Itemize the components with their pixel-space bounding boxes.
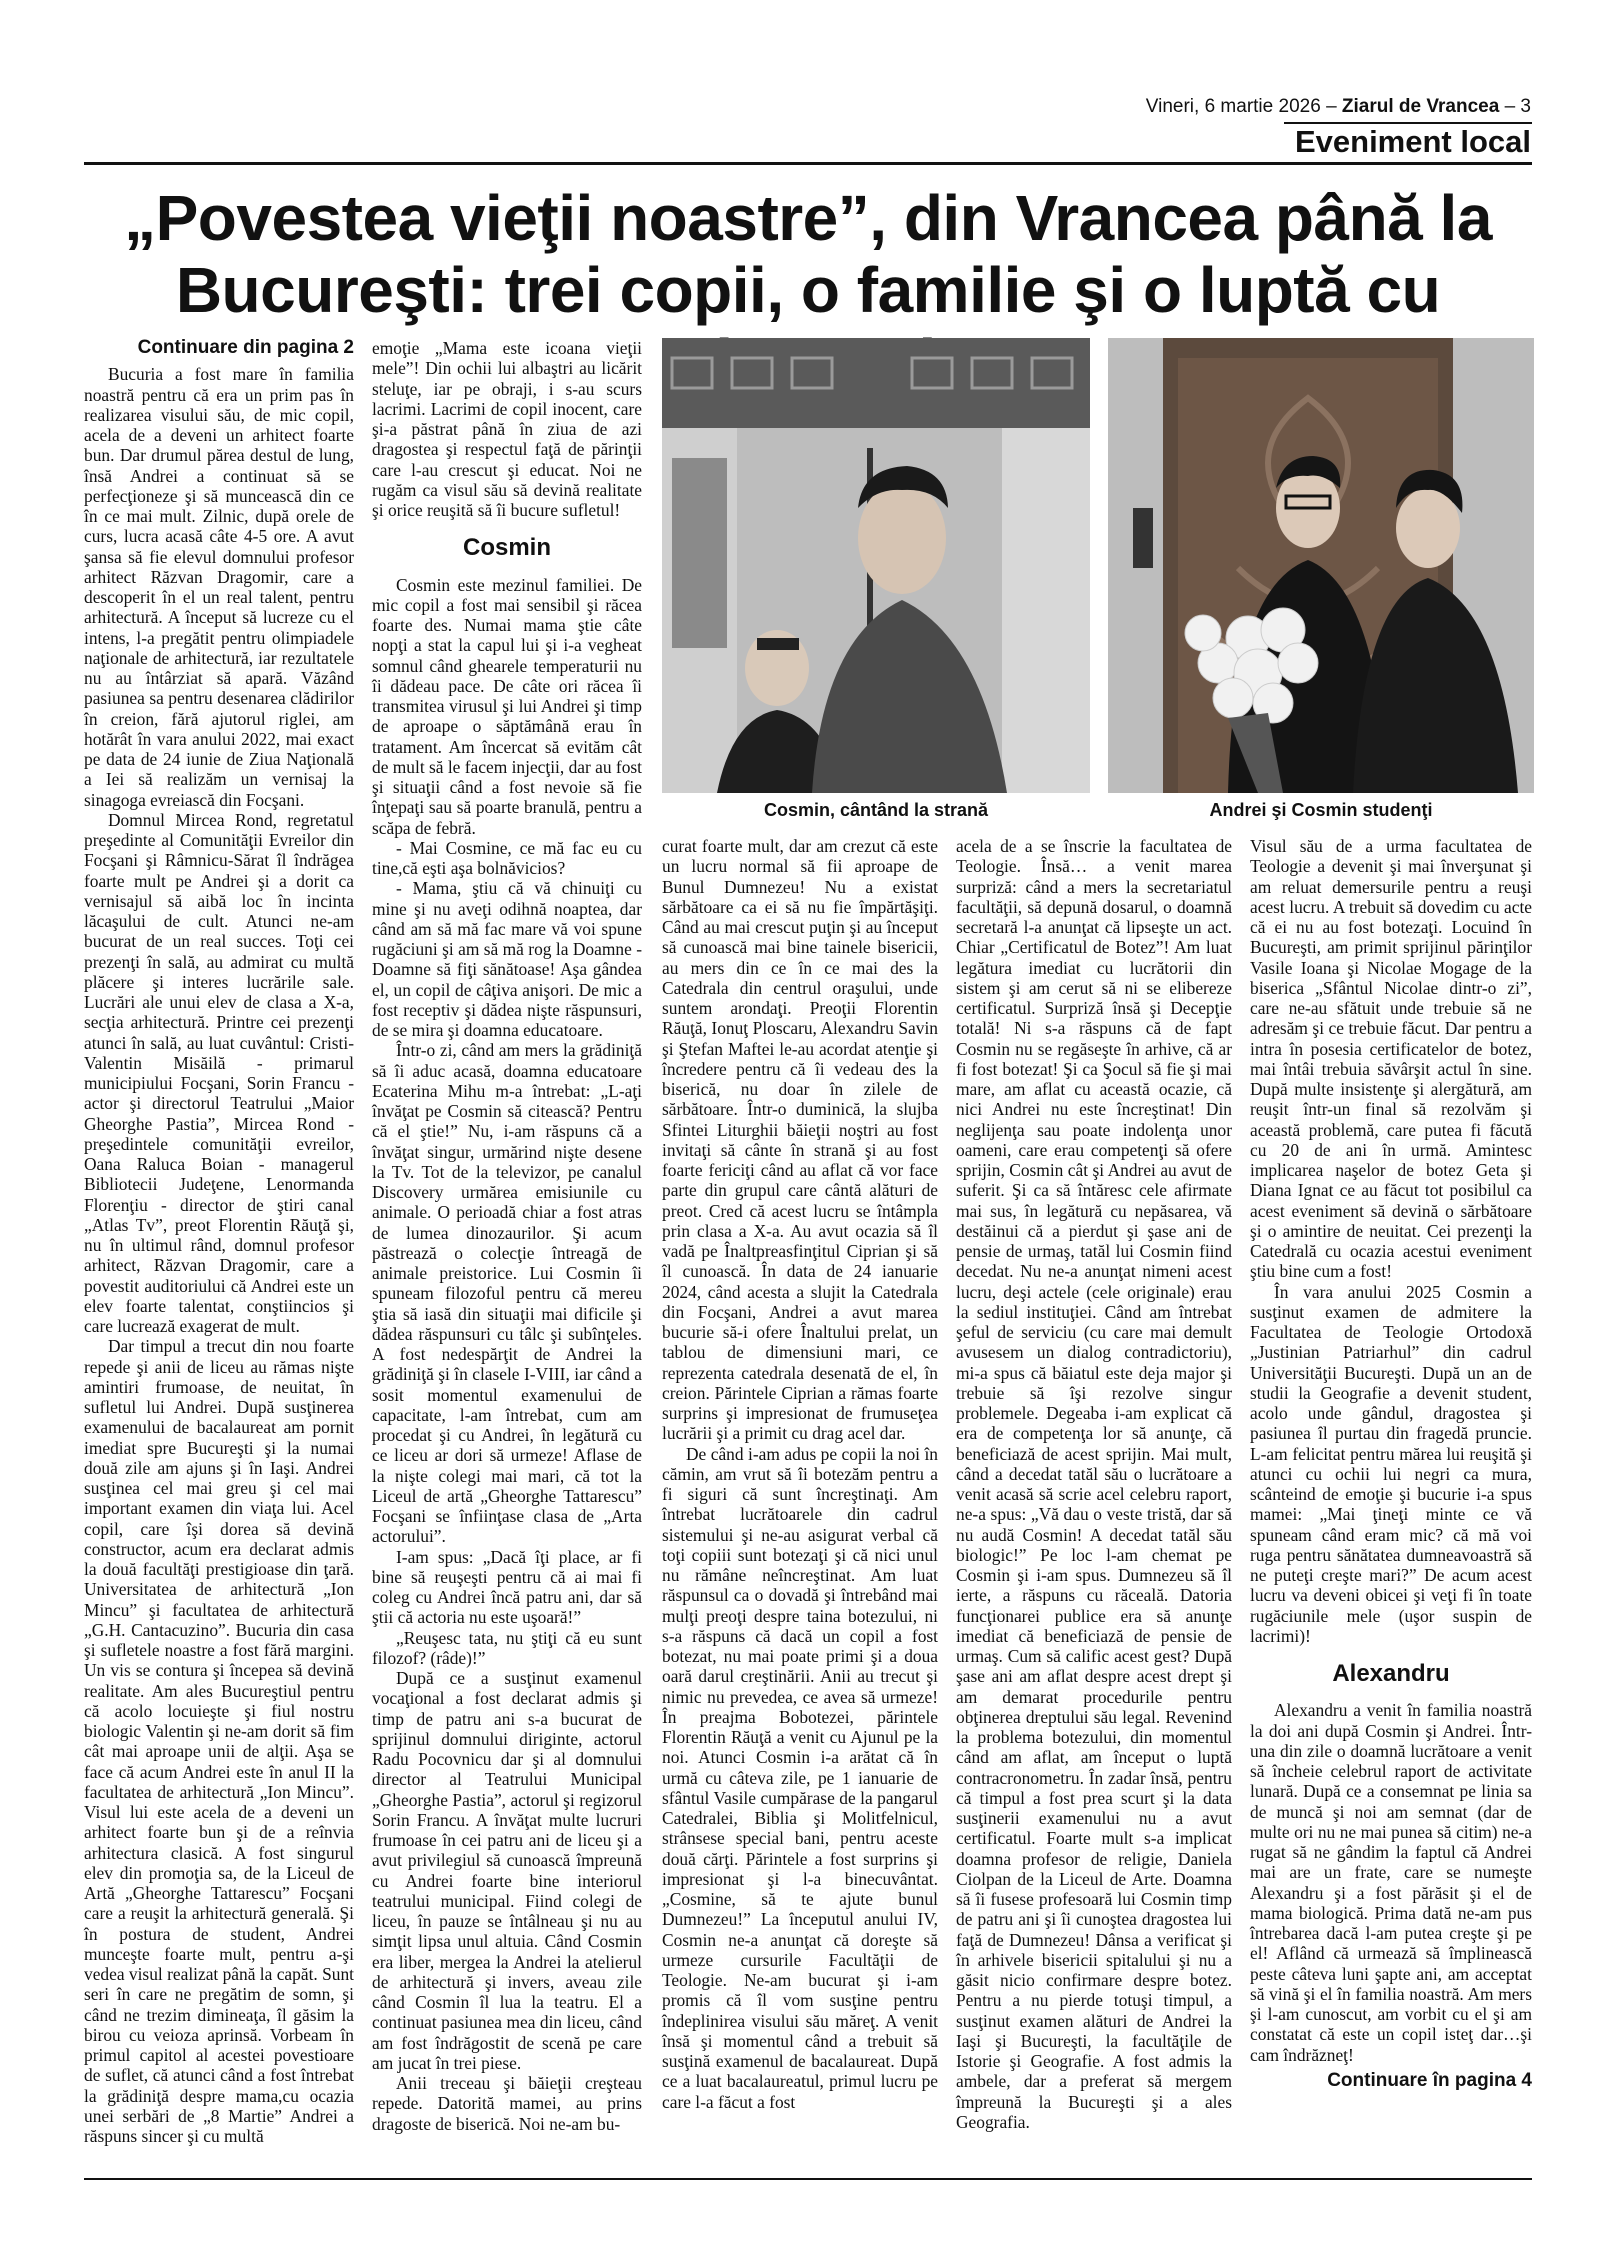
- section-rule: [84, 162, 1532, 165]
- column-3: [662, 836, 938, 2112]
- paragraph: I-am spus: „Dacă îţi place, ar fi bine să reuşeşti pentru că ai mai fi coleg cu Andrei încă patru ani, dar să ştii că actoria nu este uşoară!”: [372, 1546, 642, 1628]
- photo-cosmin-strana-image: [662, 338, 1090, 793]
- paragraph: Alexandru a venit în familia noastră la doi ani după Cosmin şi Andrei. Într-una din zile o doamnă lucrătoare a venit să încheie celebrul raport de activitate lunară. După ce a consemnat pe linia sa de muncă şi noi am semnat (dar de multe ori nu ne mai punea să citim) ne-a rugat să ne gândim la faptul că Andrei mai are un frate, care se numeşte Alexandru şi a fost părăsit şi el de mama biologică. Prima dată ne-am pus întrebarea dacă l-am putea creşte şi pe el! Aflând că urmează să împlinească peste câteva luni şapte ani, am acceptat să vină şi el în familia noastră. Am mers şi l-am cunoscut, am vorbit cu el şi am constatat că este un copil isteţ dar…şi cam îndrăzneţ!: [1250, 1700, 1532, 2065]
- bottom-rule: [84, 2178, 1532, 2180]
- newspaper-name: Ziarul de Vrancea: [1341, 96, 1500, 117]
- subheading-alexandru: Alexandru: [1332, 1660, 1450, 1687]
- subheading-cosmin: Cosmin: [462, 534, 551, 562]
- paragraph: - Mai Cosmine, ce mă fac eu cu tine,că eşti aşa bolnăvicios?: [372, 837, 642, 878]
- column-5: [1250, 836, 1532, 2091]
- paragraph: După ce a susţinut examenul vocaţional a fost declarat admis şi timp de patru ani s-a bucurat de sprijinul domnului diriginte, actorul Radu Pocovnicu dar şi al domnului director al Teatrului Municipal „Gheorghe Pastia”, actorul şi regizorul Sorin Francu. A învăţat multe lucruri frumoase în cei patru ani de liceu şi a avut privilegiul să cunoască împreună cu Andrei foarte bine interiorul teatrului municipal. Fiind colegi de liceu, în pauze se întâlneau şi nu au simţit lipsa unul altuia. Când Cosmin era liber, mergea la Andrei la atelierul de arhitectură şi invers, aveau zile când Cosmin îl lua la teatru. El a continuat pasiunea mea din liceu, când am fost îndrăgostit de scenă pe care am jucat în trei piese.: [372, 1668, 642, 2073]
- page-header: Vineri, 6 martie 2026 – Ziarul de Vrancea – 3: [1145, 96, 1531, 117]
- section-title: Eveniment local: [1294, 124, 1531, 159]
- paragraph: Visul său de a urma facultatea de Teologie a devenit şi mai înverşunat şi am reluat demersurile pentru a reuşi acest lucru. A trebuit să dovedim cu acte că ei nu au fost botezaţi. Locuind în Bucureşti, am primit sprijinul părinţilor Vasile Ioana şi Nicolae Mogage de la biserica „Sfântul Nicolae dintr-o zi”, care ne-au sfătuit unde trebuie să ne adresăm şi ce trebuie făcut. Dar pentru a intra în posesia certificatelor de botez, mai întâi trebuia săvârşit actul în sine. După multe insistenţe şi alergătură, am reuşit într-un final să rezolvăm şi această problemă, care putea fi făcută cu 20 de ani în urmă. Amintesc implicarea naşelor de botez Geta şi Diana Ignat ce au făcut tot posibilul ca acest eveniment să devină o sărbătoare şi o amintire de neuitat. Cei prezenţi la Catedrală cu ocazia acestui eveniment ştiu bine cum a fost!: [1250, 836, 1532, 1282]
- continued-to: Continuare în pagina 4: [1327, 2069, 1532, 2091]
- paragraph: emoţie „Mama este icoana vieţii mele”! Din ochii lui albaştri au licărit steluţe, iar pe obraji, i s-au scurs lacrimi. Lacrimi de copil inocent, care şi-a păstrat până în ziua de azi dragostea şi respectul faţă de părinţii care l-au crescut şi educat. Noi ne rugăm ca visul său să devină realitate şi orice reuşită să îi bucure sufletul!: [372, 338, 642, 520]
- headline-line-1: „Povestea vieţii noastre”, din Vrancea până la: [124, 182, 1492, 254]
- paragraph: acela de a se înscrie la facultatea de Teologie. Însă… a venit marea surpriză: când a mers la secretariatul facultăţii, să depună dosarul, o doamnă secretară l-a anunţat că lipseşte un act. Chiar „Certificatul de Botez”! Am luat legătura imediat cu lucrătorii din sistem şi am cerut să ni se elibereze certificatul. Surpriză însă şi Decepţie totală! Ni s-a răspuns că de fapt Cosmin nu se regăseşte în arhive, că ar fi fost botezat! Şi ca Şocul să fie şi mai mare, am aflat cu această ocazie, că nici Andrei nu este încreştinat! Din neglijenţa sau poate indolenţa unor oameni, care erau competenţi să ofere sprijin, Cosmin cât şi Andrei au avut de suferit. Şi ca să întăresc cele afirmate mai sus, în legătură cu nepăsarea, vă destăinui că a pierdut şi şase ani de pensie de urmaş, tatăl lui Cosmin fiind decedat. Nu ne-a anunţat nimeni acest lucru, deşi actele (cele originale) erau la sediul instituţiei. Când am întrebat şeful de serviciu (cu care mai demult avusesem un dialog contradictoriu), mi-a spus că băiatul este deja major şi trebuie să îşi rezolve singur problemele. Degeaba i-am explicat că era de competenţa lor să anunţe, că beneficiază de acest sprijin. Mai mult, când a decedat tatăl său o lucrătoare a venit acasă să scrie acel celebru raport, ne-a spus: „Vă dau o veste tristă, dar să nu audă Cosmin! A decedat tatăl său biologic!” Pe loc l-am chemat pe Cosmin şi i-am spus. Dumnezeu să îl ierte, a răspuns cu răceală. Datoria funcţionarei publice era să anunţe imediat că beneficiază de pensie de urmaş. Cum să calific acest gest? După şase ani am aflat despre acest drept şi am demarat procedurile pentru obţinerea dreptului său legal. Revenind la problema botezului, din momentul când am aflat, am început o luptă contracronometru. În zadar însă, pentru că timpul a fost prea scurt şi la data susţinerii examenului nu a avut certificatul. Foarte mult s-a implicat doamna profesor de religie, Daniela Ciolpan de la Liceul de Arte. Doamna să îi fusese profesoară lui Cosmin timp de patru ani şi îi cunoştea dragostea lui faţă de Dumnezeu! Dânsa a verificat şi în arhivele bisericii spitalului şi nu a găsit nicio confirmare despre botez. Pentru a nu pierde totuşi timpul, a susţinut examen alături de Andrei la Iaşi şi Bucureşti, la facultăţile de Istorie şi Geografie. A fost admis la ambele, dar a preferat să mergem împreună la Bucureşti şi a ales Geografia.: [956, 836, 1232, 2132]
- page-number: 3: [1520, 96, 1531, 117]
- column-2: [372, 338, 642, 2134]
- headline-line-2: Bucureşti: trei copii, o familie şi o luptă cu: [175, 254, 1441, 326]
- paragraph: „Reuşesc tata, nu ştiţi că eu sunt filozof? (râde)!”: [372, 1627, 642, 1668]
- paragraph: Cosmin este mezinul familiei. De mic copil a fost mai sensibil şi răcea foarte des. Numai mama ştie câte nopţi a stat la capul lui şi i-a vegheat somnul când ghearele temperaturii nu îi dădeau pace. De câte ori răcea îi transmitea virusul şi lui Andrei şi timp de aproape o săptămână erau în tratament. Am încercat să evităm cât de mult să le facem injecţii, dar au fost şi situaţii când a fost nevoie să fie înţepaţi sau să poarte branulă, pentru a scăpa de febră.: [372, 574, 642, 838]
- photo-andrei-cosmin-students: [1108, 338, 1534, 793]
- paragraph: Dar timpul a trecut din nou foarte repede şi anii de liceu au rămas nişte amintiri frumoase, de neuitat, în sufletul lui Andrei. După susţinerea examenului de bacalaureat am pornit imediat spre Bucureşti şi la numai două zile am ajuns şi în Iaşi. Andrei susţinea cel mai greu şi cel mai important examen din viaţa lui. Acel copil, care îşi dorea să devină constructor, acum era declarat admis la două facultăţi prestigioase din ţară. Universitatea de arhitectură „Ion Mincu” şi facultatea de arhitectură „G.H. Cantacuzino”. Bucuria din casa şi sufletele noastre a fost fără margini. Un vis se contura şi începea să devină realitate. Am ales Bucureştiul pentru că acolo locuieşte şi fiul nostru biologic Valentin şi ne-am dorit să fim cât mai aproape unii de alţii. Aşa se face că acum Andrei este în anul II la facultatea de arhitectură „Ion Mincu”. Visul lui este acela de a deveni un arhitect foarte bun şi de a reînvia arhitectura clasică. A fost singurul elev din promoţia sa, de la Liceul de Artă „Gheorghe Tattarescu” Focşani care a reuşit la arhitectură generală. Şi în postura de student, Andrei munceşte foarte mult, pentru a-şi vedea visul realizat până la capăt. Sunt seri în care ne pregătim de somn, şi când ne trezim dimineaţa, îl găsim la birou cu veioza aprinsă. Vorbeam în primul capitol al acestei povestioare de suflet, că atunci când a fost întrebat la grădiniţă despre mama,cu ocazia unei serbări de „8 Martie” Andrei a răspuns sincer şi cu multă: [84, 1336, 354, 2146]
- dateline: Vineri, 6 martie 2026: [1145, 96, 1321, 117]
- paragraph: Anii treceau şi băieţii creşteau repede. Datorită mamei, au prins dragoste de biserică. Noi ne-am bu-: [372, 2073, 642, 2134]
- photo-cosmin-strana: [662, 338, 1090, 793]
- paragraph: - Mama, ştiu că vă chinuiţi cu mine şi nu aveţi odihnă noaptea, dar când am să mă fac mare vă voi spune rugăciuni şi am să mă rog la Doamne - Doamne să fiţi sănătoase! Aşa gândea el, un copil de câţiva anişori. De mic a fost receptiv şi dădea nişte răspunsuri, de se mira şi doamna educatoare.: [372, 878, 642, 1040]
- paragraph: Bucuria a fost mare în familia noastră pentru că era un prim pas în realizarea visului său, de mic copil, acela de a deveni un arhitect foarte bun. Dar drumul părea destul de lung, însă Andrei a continuat să se perfecţioneze şi să muncească din ce în ce mai mult. Zilnic, după orele de curs, lucra acasă câte 4-5 ore. A avut şansa să fie elevul domnului profesor arhitect Răzvan Dragomir, care a descoperit în el un real talent, pentru arhitectură. A început să lucreze cu el intens, l-a pregătit pentru olimpiadele naţionale de arhitectură, iar rezultatele nu au întârziat să apară. Văzând pasiunea sa pentru desenarea clădirilor în creion, fără ajutorul riglei, am hotărât în vara anului 2022, mai exact pe data de 24 iunie de Ziua Naţională a Iei să realizăm un vernisaj la sinagoga evreiască din Focşani.: [84, 364, 354, 810]
- paragraph: În vara anului 2025 Cosmin a susţinut examen de admitere la Facultatea de Teologie Ortodoxă „Justinian Patriarhul” din cadrul Universităţii Bucureşti. După un an de studii la Geografie a devenit student, acolo unde gândul, dragostea şi pasiunea îl purtau din fragedă pruncie. L-am felicitat pentru mărea lui reuşită şi atunci cu ochii lui negri ca mura, scânteind de emoţie şi bucurie i-a spus mamei: „Mai ţineţi minte ce vă spuneam când eram mic? că mă voi ruga pentru sănătatea dumneavoastră să ne puteţi creşte mari?” De acum acest lucru va deveni obicei şi veţi fi în toate rugăciunile mele (uşor suspin de lacrimi)!: [1250, 1281, 1532, 1646]
- paragraph: Într-o zi, când am mers la grădiniţă să îi aduc acasă, doamna educatoare Ecaterina Mihu m-a întrebat: „L-aţi învăţat pe Cosmin să citească? Pentru că el ştie!” Nu, i-am răspuns că a învăţat singur, urmărind nişte desene la Tv. Tot de la televizor, pe canalul Discovery urmărea emisiunile cu animale. O perioadă chiar a fost atras de lumea dinozaurilor. Şi acum păstrează o colecţie întreagă de animale preistorice. Lui Cosmin îi spuneam filozoful pentru că mereu ştia să iasă din situaţii mai dificile şi dădea răspunsuri cu tâlc şi subînţeles. A fost nedespărţit de Andrei la grădiniţă şi în clasele I-VIII, iar când a sosit momentul examenului de capacitate, l-am întrebat, cum am procedat şi cu Andrei, în legătură cu ce liceu ar dori să urmeze! Aflase de la nişte colegi mai mari, că tot la Liceul de artă „Gheorghe Tattarescu” Focşani se înfiinţase clasa de „Arta actorului”.: [372, 1040, 642, 1547]
- paragraph: curat foarte mult, dar am crezut că este un lucru normal să fii aproape de Bunul Dumnezeu! Nu a existat sărbătoare ca ei să nu fie împărtăşiţi. Când au mai crescut puţin şi au început să cunoască mai bine tainele bisericii, au mers din ce în ce mai des la Catedrala din centrul oraşului, unde suntem arondaţi. Preoţii Florentin Răuţă, Ionuţ Ploscaru, Alexandru Savin şi Ştefan Maftei le-au acordat atenţie şi încredere pentru că îi vedeau des la biserică, nu doar în zilele de sărbătoare. Într-o duminică, la slujba Sfintei Liturghii băieţii noştri au fost invitaţi să cânte în strană şi au fost foarte fericiţi când au aflat că vor face parte din grupul care cântă alături de preot. Cred că acest lucru se întâmpla prin clasa a X-a. Au avut ocazia să îl vadă pe Înaltpreasfinţitul Ciprian şi să îl cunoască. În data de 24 ianuarie 2024, când acesta a slujit la Catedrala din Focşani, Andrei a avut marea bucurie să-i ofere Înaltului prelat, un tablou de dimensiuni mari, ce reprezenta catedrala desenată de el, în creion. Părintele Ciprian a rămas foarte surprins şi impresionat de frumuseţea lucrării şi a primit cu drag acel dar.: [662, 836, 938, 1444]
- paragraph: De când i-am adus pe copii la noi în cămin, am vrut să îi botezăm pentru a fi siguri că sunt încreştinaţi. Am întrebat lucrătoarele din cadrul sistemului şi ne-au asigurat verbal că toţi copiii sunt botezaţi şi că nici unul nu rămâne neîncreştinat. Am luat răspunsul ca o dovadă şi întrebând mai mulţi preoţi despre taina botezului, ni s-a răspuns că dacă un copil a fost botezat, nu mai poate primi şi a doua oară darul creştinării. Anii au trecut şi nimic nu prevedea, ce avea să urmeze! În preajma Bobotezei, părintele Florentin Răuţă a venit cu Ajunul pe la noi. Atunci Cosmin i-a arătat că în urmă cu câteva zile, pe 1 ianuarie de sfântul Vasile cumpărase de la pangarul Catedralei, Biblia şi Molitfelnicul, strânsese special bani, pentru aceste două cărţi. Părintele a fost surprins şi impresionat şi l-a binecuvântat. „Cosmine, să te ajute bunul Dumnezeu!” La începutul anului IV, Cosmin ne-a anunţat că doreşte să urmeze cursurile Facultăţii de Teologie. Ne-am bucurat şi i-am promis că îl vom susţine pentru îndeplinirea visului său măreţ. A venit însă şi momentul când a trebuit să susţină examenul de bacalaureat. După ce a luat bacalaureatul, primul lucru pe care l-a făcut a fost: [662, 1443, 938, 2112]
- column-1: [84, 338, 354, 2146]
- paragraph: Domnul Mircea Rond, regretatul preşedinte al Comunităţii Evreilor din Focşani şi Râmnicu-Sărat îl îndrăgea foarte mult pe Andrei şi a dorit ca vernisajul să aibă loc în incinta lăcaşului de cult. Atunci ne-am bucurat de un real succes. Toţi cei prezenţi în sală, au admirat cu multă plăcere şi interes lucrările sale. Lucrări ale unui elev de clasa a X-a, secţia arhitectură. Printre cei prezenţi atunci în sală, au luat cuvântul: Cristi-Valentin Misăilă - primarul municipiului Focşani, Sorin Francu - actor şi directorul Teatrului „Maior Gheorghe Pastia”, Mircea Rond - preşedintele comunităţii evreilor, Oana Raluca Boian - managerul Bibliotecii Judeţene, Lenormanda Florenţiu - director de ştiri canal „Atlas Tv”, preot Florentin Răuţă şi, nu în ultimul rând, domnul profesor arhitect, Răzvan Dragomir, care a povestit auditoriului că Andrei este un elev foarte talentat, conştiincios şi care lucrează exagerat de mult.: [84, 809, 354, 1336]
- continued-from: Continuare din pagina 2: [137, 337, 354, 358]
- caption-andrei-cosmin: Andrei şi Cosmin studenţi: [1209, 800, 1433, 820]
- column-4: [956, 836, 1232, 2132]
- photo-andrei-cosmin-image: [1108, 338, 1534, 793]
- caption-cosmin-strana: Cosmin, cântând la strană: [763, 800, 989, 820]
